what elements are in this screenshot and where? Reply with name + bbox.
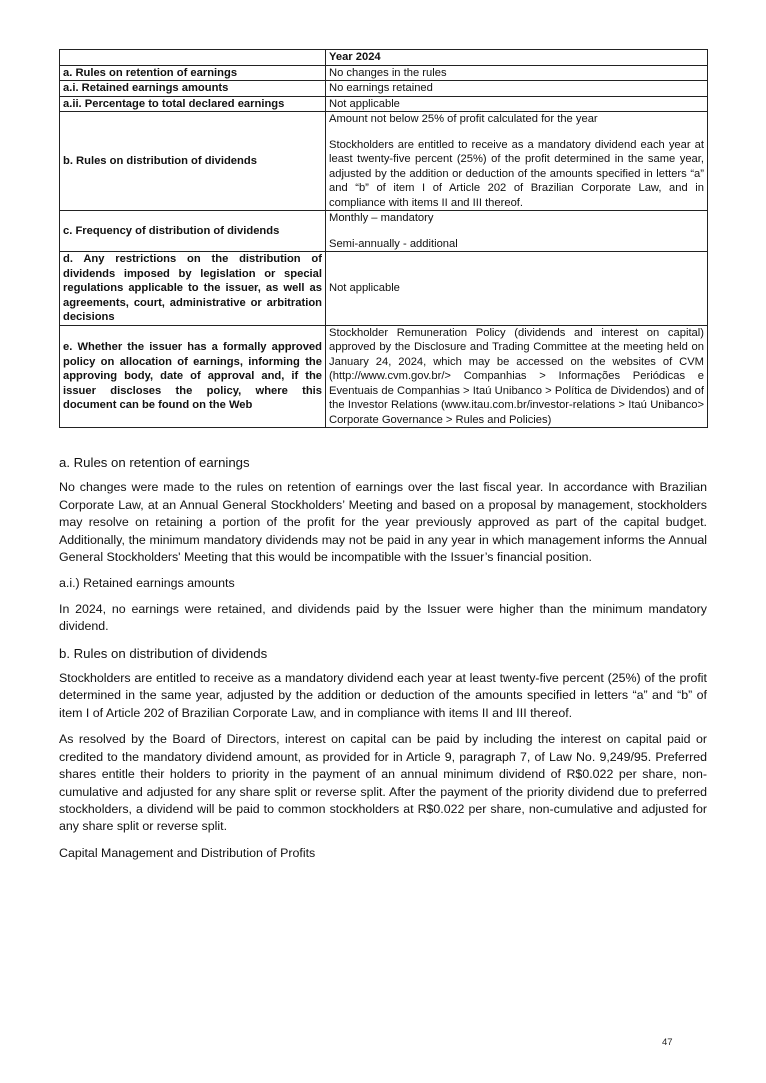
table-row	[60, 65, 708, 81]
distribution-paragraph-1: Stockholders are entitled to receive as a mandatory dividend each year at least twenty-five percent (25%) of the profit determined in the same year, adjusted by the addition or deduction of the amounts specified in letters “a” and “b” of item I of Article 202 of Brazilian Corporate Law, and in compliance with items II and III thereof.	[59, 671, 707, 720]
distribution-rules-summary: Amount not below 25% of profit calculated for the year	[329, 113, 598, 125]
row-value-frequency	[326, 211, 708, 252]
body-text	[59, 454, 707, 862]
section-heading-retention: a. Rules on retention of earnings	[59, 455, 250, 470]
row-label-frequency: c. Frequency of distribution of dividends	[60, 211, 326, 252]
table-row	[60, 96, 708, 112]
frequency-mandatory: Monthly – mandatory	[329, 212, 434, 224]
document-page	[59, 49, 707, 871]
table-row	[60, 81, 708, 97]
table-row	[60, 252, 708, 326]
retention-paragraph: No changes were made to the rules on retention of earnings over the last fiscal year. In accordance with Brazilian Corporate Law, at an Annual General Stockholders’ Meeting and based on a proposal by management, stockholders may resolve on retaining a portion of the profit for the year previously approved as part of the capital budget. Additionally, the minimum mandatory dividends may not be paid in any year in which management informs the Annual General Stockholders' Meeting that this would be incompatible with the Issuer’s financial position.	[59, 480, 707, 565]
section-heading-distribution: b. Rules on distribution of dividends	[59, 645, 268, 661]
table-row	[60, 325, 708, 428]
distribution-paragraph-2: As resolved by the Board of Directors, interest on capital can be paid by including the interest on capital paid or credited to the mandatory dividend amount, as provided for in Article 9, paragraph 7, of Law No. 9,249/95. Preferred shares entitle their holders to priority in the payment of an annual minimum dividend of R$0.022 per share, non-cumulative and adjusted for any share split or reverse split. After the payment of the priority dividend due to preferred stockholders, a dividend will be paid to common stockholders at R$0.022 per share, non-cumulative and adjusted for any share split or reverse split.	[59, 732, 707, 834]
table-row	[60, 211, 708, 252]
row-value-percentage: Not applicable	[326, 96, 708, 112]
row-value-retention-rules: No changes in the rules	[326, 65, 708, 81]
table-row	[60, 112, 708, 211]
table-header-row	[60, 50, 708, 66]
earnings-policy-table	[59, 49, 708, 428]
table-header-year: Year 2024	[326, 50, 708, 66]
row-label-percentage: a.ii. Percentage to total declared earnings	[60, 96, 326, 112]
frequency-additional: Semi-annually - additional	[329, 237, 458, 250]
table-header-empty-cell	[60, 50, 326, 66]
row-label-restrictions: d. Any restrictions on the distribution of dividends imposed by legislation or special regulations applicable to the issuer, as well as agreements, court, administrative or arbitration decisions	[60, 252, 326, 326]
subheading-retained-amounts: a.i.) Retained earnings amounts	[59, 576, 235, 591]
closing-line: Capital Management and Distribution of Profits	[59, 845, 316, 860]
row-label-retained-amounts: a.i. Retained earnings amounts	[60, 81, 326, 97]
row-label-retention-rules: a. Rules on retention of earnings	[60, 65, 326, 81]
distribution-rules-detail: Stockholders are entitled to receive as a mandatory dividend each year at least twenty-five percent (25%) of the profit determined in the same year, adjusted by the addition or deduction of the amounts specified in letters “a” and “b” of item I of Article 202 of Brazilian Corporate Law, and in compliance with items II and III thereof.	[329, 138, 704, 209]
row-label-distribution-rules: b. Rules on distribution of dividends	[60, 112, 326, 211]
row-value-retained-amounts: No earnings retained	[326, 81, 708, 97]
page-number: 47	[662, 1037, 673, 1048]
retained-amounts-paragraph: In 2024, no earnings were retained, and dividends paid by the Issuer were higher than the minimum mandatory dividend.	[59, 601, 707, 634]
row-value-policy: Stockholder Remuneration Policy (dividends and interest on capital) approved by the Disclosure and Trading Committee at the meeting held on January 24, 2024, which may be accessed on the websites of CVM (http://www.cvm.gov.br/> Companhias > Informações Periódicas e Eventuais de Companhias > Itaú Unibanco > Política de Dividendos) and of the Investor Relations (www.itau.com.br/investor-relations > Itaú Unibanco> Corporate Governance > Rules and Policies)	[326, 325, 708, 428]
row-value-distribution-rules	[326, 112, 708, 211]
row-value-restrictions: Not applicable	[326, 252, 708, 326]
row-label-policy: e. Whether the issuer has a formally approved policy on allocation of earnings, informing the approving body, date of approval and, if the issuer discloses the policy, where this document can be found on the Web	[60, 325, 326, 428]
